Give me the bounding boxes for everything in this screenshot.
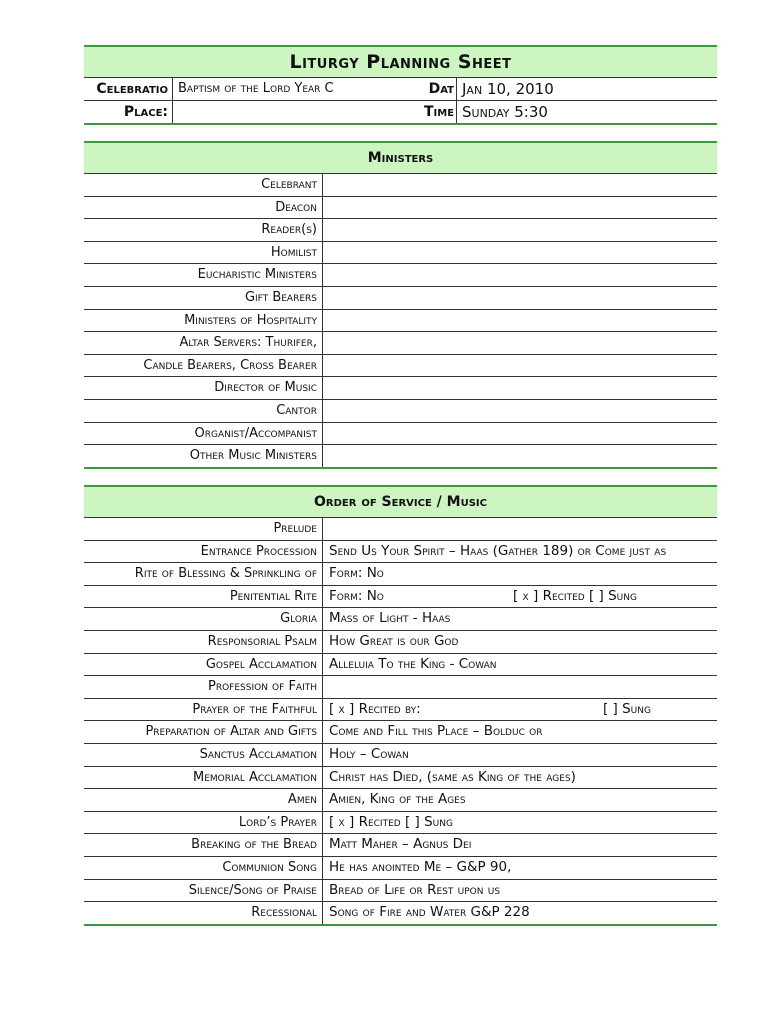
table-row — [84, 541, 717, 564]
row-value[interactable] — [322, 423, 717, 445]
table-row — [84, 699, 717, 722]
date-label: Dat — [428, 81, 454, 97]
row-value[interactable]: Christ has Died, (same as King of the ages) — [322, 767, 717, 789]
table-row — [84, 880, 717, 903]
row-value[interactable] — [322, 197, 717, 219]
row-value[interactable] — [322, 676, 717, 698]
row-value[interactable]: Come and Fill this Place – Bolduc or — [322, 721, 717, 743]
row-value[interactable]: How Great is our God — [322, 631, 717, 653]
table-row — [84, 400, 717, 423]
place-label: Place: — [123, 104, 168, 120]
row-value[interactable]: Holy – Cowan — [322, 744, 717, 766]
row-label: Recessional — [251, 905, 317, 921]
row-label: Breaking of the Bread — [191, 837, 317, 853]
order-section — [84, 485, 717, 926]
table-row — [84, 834, 717, 857]
row-value[interactable]: Song of Fire and Water G&P 228 — [322, 902, 717, 924]
row-label: Entrance Procession — [200, 543, 317, 559]
row-label: Reader(s) — [261, 222, 317, 238]
ministers-section — [84, 141, 717, 469]
page-title: Liturgy Planning Sheet — [84, 45, 717, 78]
row-value[interactable]: [ x ] Recited [ ] Sung — [322, 812, 717, 834]
row-value[interactable]: Amien, King of the Ages — [322, 789, 717, 811]
row-value[interactable] — [322, 332, 717, 354]
row-value[interactable] — [322, 310, 717, 332]
table-row — [84, 174, 717, 197]
order-rows — [84, 518, 717, 926]
time-label: Time — [424, 104, 455, 120]
row-label: Silence/Song of Praise — [188, 882, 317, 898]
row-label: Gift Bearers — [244, 289, 317, 305]
row-value[interactable]: He has anointed Me – G&P 90, — [322, 857, 717, 879]
row-extra[interactable]: [ ] Sung — [603, 700, 651, 717]
row-value[interactable] — [322, 377, 717, 399]
row-label: Altar Servers: Thurifer, — [179, 335, 317, 351]
row-label: Penitential Rite — [229, 588, 317, 604]
row-value[interactable]: Bread of Life or Rest upon us — [322, 880, 717, 902]
time-value[interactable]: Sunday 5:30 — [456, 101, 718, 123]
table-row — [84, 197, 717, 220]
row-label: Other Music Ministers — [189, 448, 317, 464]
table-row — [84, 355, 717, 378]
table-row — [84, 654, 717, 677]
row-value[interactable] — [322, 174, 717, 196]
date-value[interactable]: Jan 10, 2010 — [456, 78, 718, 100]
row-label: Gloria — [280, 611, 317, 627]
row-value[interactable]: Mass of Light - Haas — [322, 608, 717, 630]
ministers-rows — [84, 174, 717, 469]
celebration-row — [84, 78, 717, 101]
row-label: Profession of Faith — [207, 679, 317, 695]
table-row — [84, 377, 717, 400]
row-label: Memorial Acclamation — [193, 769, 317, 785]
place-row — [84, 101, 717, 125]
row-label: Deacon — [275, 199, 317, 215]
row-value[interactable] — [322, 445, 717, 467]
row-value[interactable] — [322, 264, 717, 286]
table-row — [84, 423, 717, 446]
table-row — [84, 744, 717, 767]
row-label: Ministers of Hospitality — [184, 312, 317, 328]
row-label: Communion Song — [222, 859, 317, 875]
table-row — [84, 767, 717, 790]
row-value[interactable] — [322, 400, 717, 422]
celebration-value[interactable]: Baptism of the Lord Year C — [172, 78, 458, 100]
row-value[interactable]: Alleluia To the King - Cowan — [322, 654, 717, 676]
row-label: Cantor — [276, 402, 317, 418]
row-value[interactable] — [322, 355, 717, 377]
row-label: Sanctus Acclamation — [199, 746, 317, 762]
row-label: Prayer of the Faithful — [192, 701, 317, 717]
row-label: Preparation of Altar and Gifts — [145, 724, 317, 740]
celebration-label: Celebratio — [96, 81, 168, 97]
row-label: Rite of Blessing & Sprinkling of — [134, 566, 317, 582]
table-row — [84, 332, 717, 355]
row-label: Homilist — [270, 244, 317, 260]
row-value[interactable]: Send Us Your Spirit – Haas (Gather 189) or Come just as — [322, 541, 717, 563]
table-row — [84, 631, 717, 654]
row-value[interactable]: Matt Maher – Agnus Dei — [322, 834, 717, 856]
row-value[interactable] — [322, 518, 717, 540]
row-label: Celebrant — [261, 177, 317, 192]
row-label: Gospel Acclamation — [205, 656, 317, 672]
table-row — [84, 310, 717, 333]
table-row — [84, 789, 717, 812]
row-label: Responsorial Psalm — [207, 633, 317, 649]
table-row — [84, 608, 717, 631]
table-row — [84, 857, 717, 880]
row-value[interactable] — [322, 219, 717, 241]
row-label: Director of Music — [214, 380, 317, 396]
order-heading: Order of Service / Music — [84, 485, 717, 518]
table-row — [84, 242, 717, 265]
table-row — [84, 721, 717, 744]
row-label: Organist/Accompanist — [194, 425, 317, 441]
table-row — [84, 264, 717, 287]
row-label: Amen — [287, 792, 317, 808]
row-value[interactable] — [322, 287, 717, 309]
row-label: Prelude — [273, 521, 317, 536]
ministers-heading: Ministers — [84, 141, 717, 174]
place-value[interactable] — [172, 101, 458, 123]
row-label: Candle Bearers, Cross Bearer — [143, 357, 317, 373]
table-row — [84, 219, 717, 242]
table-row — [84, 563, 717, 586]
table-row — [84, 812, 717, 835]
table-row — [84, 902, 717, 926]
table-row — [84, 518, 717, 541]
header-block — [84, 45, 717, 125]
table-row — [84, 676, 717, 699]
row-extra[interactable]: [ x ] Recited [ ] Sung — [513, 587, 637, 604]
row-label: Eucharistic Ministers — [197, 267, 317, 283]
row-value[interactable]: [ x ] Recited by: [ ] Sung — [322, 699, 717, 721]
row-value[interactable]: Form: No [ x ] Recited [ ] Sung — [322, 586, 717, 608]
table-row — [84, 586, 717, 609]
table-row — [84, 287, 717, 310]
row-value[interactable]: Form: No — [322, 563, 717, 585]
row-label: Lord’s Prayer — [238, 814, 317, 830]
row-value[interactable] — [322, 242, 717, 264]
table-row — [84, 445, 717, 469]
